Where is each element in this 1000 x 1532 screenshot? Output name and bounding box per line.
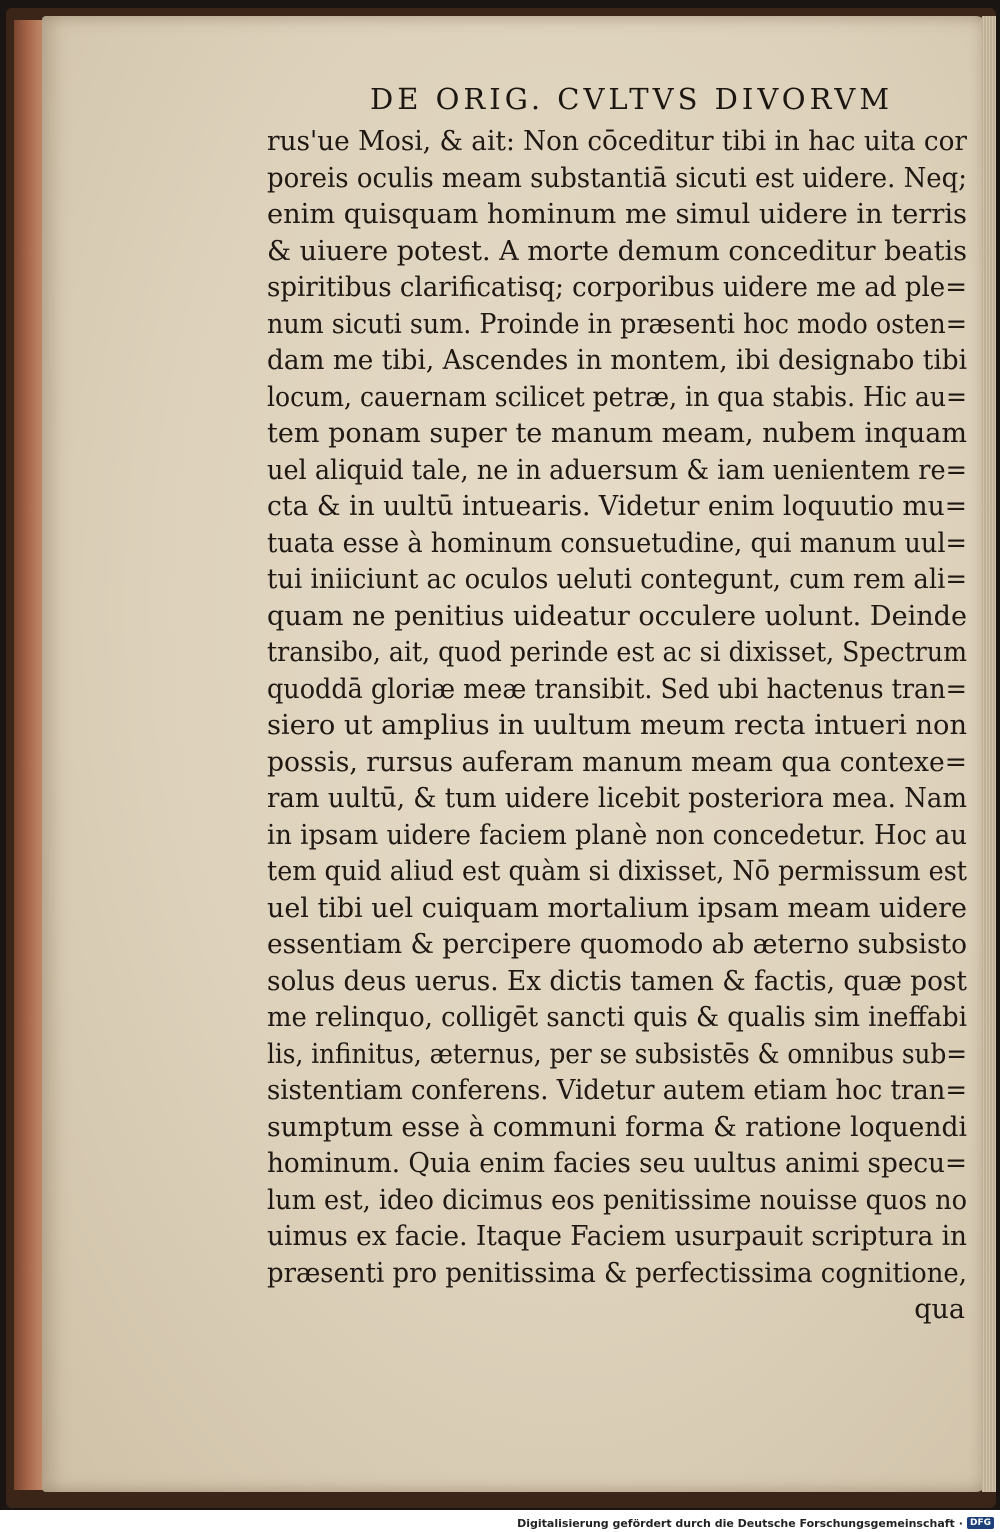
text-line: tuata esse à hominum consuetudine, qui manum uul= bbox=[267, 527, 967, 559]
text-line: lum est, ideo dicimus eos penitissime nouisse quos no bbox=[267, 1184, 967, 1216]
text-line: tem ponam super te manum meam, nubem inquam bbox=[267, 418, 968, 449]
fore-edge bbox=[982, 16, 996, 1492]
text-line: siero ut amplius in uultum meum recta intueri non bbox=[267, 710, 967, 741]
separator-dot: · bbox=[958, 1516, 963, 1530]
text-block bbox=[267, 124, 967, 1329]
catchword: qua bbox=[914, 1294, 965, 1325]
text-line: uimus ex facie. Itaque Faciem usurpauit scriptura in bbox=[267, 1221, 967, 1252]
text-line: quam ne penitius uideatur occulere uolunt. Deinde bbox=[267, 600, 967, 632]
text-line: in ipsam uidere faciem planè non concedetur. Hoc au bbox=[267, 819, 967, 851]
text-line: uel tibi uel cuiquam mortalium ipsam meam uidere bbox=[267, 892, 967, 924]
text-line: quoddā gloriæ meæ transibit. Sed ubi hactenus tran= bbox=[267, 673, 967, 705]
text-line: sumptum esse à communi forma & ratione loquendi bbox=[267, 1111, 967, 1143]
credit-text: Digitalisierung gefördert durch die Deutsche Forschungsgemeinschaft bbox=[517, 1516, 955, 1530]
dfg-logo: DFG bbox=[967, 1517, 994, 1529]
running-head: DE ORIG. CVLTVS DIVORVM bbox=[370, 82, 894, 116]
text-line: uel aliquid tale, ne in aduersum & iam uenientem re= bbox=[267, 454, 967, 486]
text-line: locum, cauernam scilicet petræ, in qua stabis. Hic au= bbox=[267, 381, 967, 413]
text-line: enim quisquam hominum me simul uidere in terris bbox=[267, 199, 967, 230]
digitization-credit bbox=[517, 1514, 994, 1532]
text-line: solus deus uerus. Ex dictis tamen & factis, quæ post bbox=[267, 965, 967, 997]
text-line: ram uultū, & tum uidere licebit posteriora mea. Nam bbox=[267, 783, 967, 814]
text-line: poreis oculis meam substantiā sicuti est uidere. Neq; bbox=[267, 162, 967, 194]
text-line: præsenti pro penitissima & perfectissima cognitione, bbox=[267, 1257, 967, 1289]
text-line: lis, infinitus, æternus, per se subsistēs & omnibus sub= bbox=[267, 1038, 967, 1070]
text-line: spiritibus clarificatisq; corporibus uidere me ad ple= bbox=[267, 272, 967, 303]
text-line: num sicuti sum. Proinde in præsenti hoc modo osten= bbox=[267, 308, 967, 340]
text-line: dam me tibi, Ascendes in montem, ibi designabo tibi bbox=[267, 345, 967, 376]
text-line: possis, rursus auferam manum meam qua contexe= bbox=[267, 746, 967, 778]
text-line: & uiuere potest. A morte demum conceditur beatis bbox=[267, 235, 967, 267]
text-line: hominum. Quia enim facies seu uultus animi specu= bbox=[267, 1148, 967, 1179]
text-line: cta & in uultū intuearis. Videtur enim loquutio mu= bbox=[267, 491, 967, 522]
text-line: transibo, ait, quod perinde est ac si dixisset, Spectrum bbox=[267, 637, 967, 668]
text-line: sistentiam conferens. Videtur autem etiam hoc tran= bbox=[267, 1075, 967, 1106]
text-line: tui iniiciunt ac oculos ueluti contegunt, cum rem ali= bbox=[267, 564, 967, 595]
text-line: tem quid aliud est quàm si dixisset, Nō permissum est bbox=[267, 856, 967, 887]
text-line: me relinquo, colligēt sancti quis & qualis sim ineffabi bbox=[267, 1002, 967, 1033]
text-line: rus'ue Mosi, & ait: Non cōceditur tibi in hac uita cor bbox=[267, 126, 967, 157]
text-line: essentiam & percipere quomodo ab æterno subsisto bbox=[267, 929, 967, 960]
